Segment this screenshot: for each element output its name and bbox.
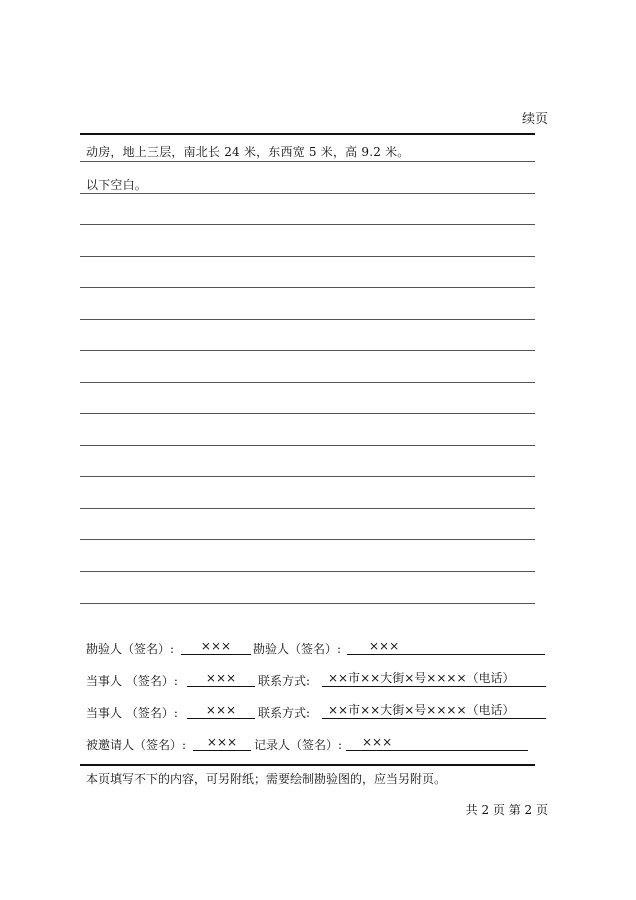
rule-line xyxy=(80,287,535,288)
inspector-label-2: 勘验人（签名）: xyxy=(253,642,342,656)
content-line-2: 以下空白。 xyxy=(86,178,148,192)
party-label-2: 当事人 （签名）: xyxy=(86,706,178,720)
rule-line xyxy=(80,193,535,194)
invitee-signature[interactable]: ××× xyxy=(193,734,251,751)
rule-line xyxy=(80,382,535,383)
rule-line xyxy=(80,224,535,225)
top-border xyxy=(80,133,535,135)
recorder-signature[interactable]: ××× xyxy=(346,734,528,751)
inspector-signature-1[interactable]: ××× xyxy=(181,638,251,655)
contact-field-2[interactable]: ××市××大街×号××××（电话） xyxy=(322,702,546,719)
rule-line xyxy=(80,256,535,257)
rule-line xyxy=(80,319,535,320)
rule-line xyxy=(80,539,535,540)
content-line-1: 动房，地上三层，南北长 24 米，东西宽 5 米，高 9.2 米。 xyxy=(86,145,410,159)
continued-label: 续页 xyxy=(521,112,548,127)
rule-line xyxy=(80,445,535,446)
invitee-label: 被邀请人（签名）: xyxy=(86,738,187,752)
party-signature-1[interactable]: ××× xyxy=(187,670,255,687)
rule-line xyxy=(80,476,535,477)
recorder-label: 记录人（签名）: xyxy=(254,738,343,752)
footnote: 本页填写不下的内容，可另附纸；需要绘制勘验图的，应当另附页。 xyxy=(86,772,447,786)
rule-line xyxy=(80,603,535,604)
contact-label-1: 联系方式: xyxy=(258,674,311,688)
bottom-border xyxy=(80,764,535,766)
rule-line xyxy=(80,350,535,351)
rule-line xyxy=(80,571,535,572)
contact-field-1[interactable]: ××市××大街×号××××（电话） xyxy=(322,670,546,687)
party-signature-2[interactable]: ××× xyxy=(187,702,255,719)
inspector-signature-2[interactable]: ××× xyxy=(347,638,545,655)
rule-line xyxy=(80,413,535,414)
page-number: 共 2 页 第 2 页 xyxy=(465,803,548,817)
rule-line xyxy=(80,508,535,509)
inspector-label-1: 勘验人（签名）: xyxy=(86,642,175,656)
party-label-1: 当事人 （签名）: xyxy=(86,674,178,688)
rule-line xyxy=(80,161,535,162)
contact-label-2: 联系方式: xyxy=(258,706,311,720)
